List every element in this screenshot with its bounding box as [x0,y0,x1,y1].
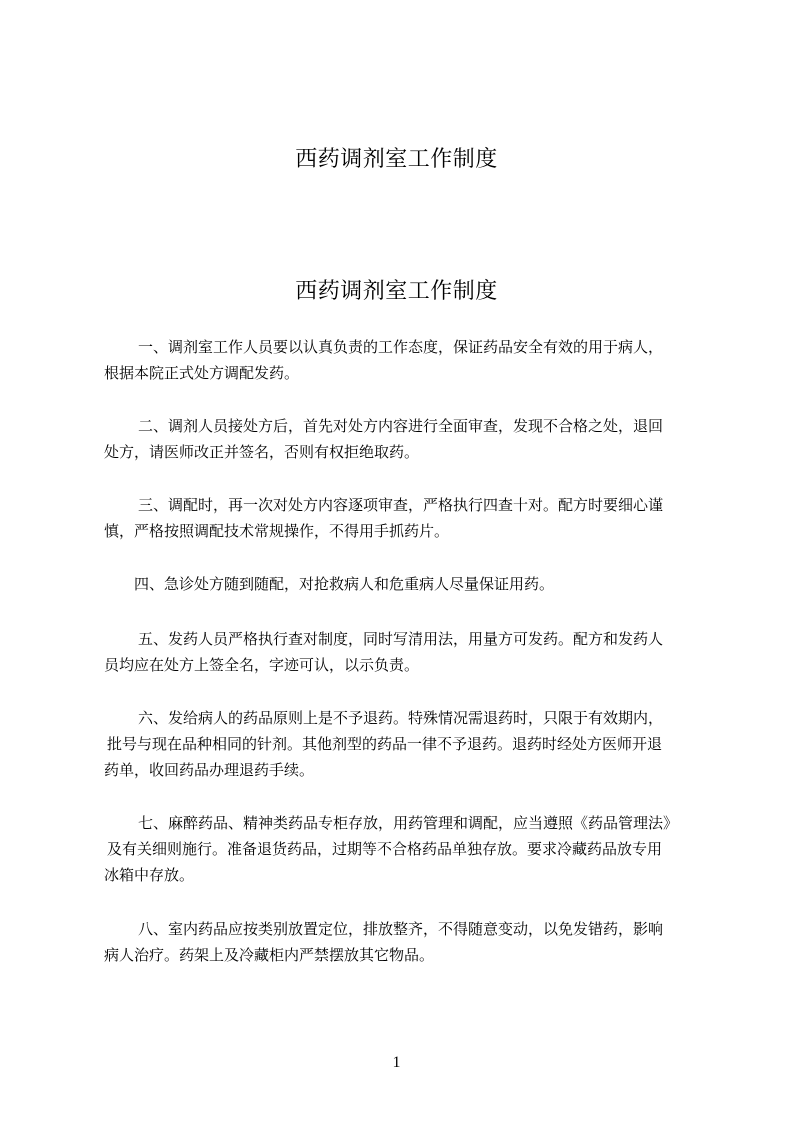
paragraph-7 [104,810,704,888]
paragraph-line: 员均应在处方上签全名，字迹可认，以示负责。 [104,656,420,674]
paragraph-6 [104,705,704,783]
paragraph-line: 一、调剂室工作人员要以认真负责的工作态度，保证药品安全有效的用于病人， [138,338,664,356]
paragraph-line: 冰箱中存放。 [104,866,195,884]
paragraph-4 [104,571,704,597]
paragraph-line: 八、室内药品应按类别放置定位，排放整齐，不得随意变动，以免发错药，影响 [138,920,664,938]
paragraph-line: 七、麻醉药品、精神类药品专柜存放，用药管理和调配，应当遵照《药品管理法》 [138,814,679,832]
paragraph-2 [104,413,704,465]
paragraph-line: 慎，严格按照调配技术常规操作，不得用手抓药片。 [104,522,450,540]
header-title: 西药调剂室工作制度 [295,147,498,172]
paragraph-line: 六、发给病人的药品原则上是不予退药。特殊情况需退药时，只限于有效期内， [138,709,664,727]
paragraph-3 [104,492,704,544]
paragraph-line: 处方，请医师改正并签名，否则有权拒绝取药。 [104,443,420,461]
paragraph-line: 病人治疗。药架上及冷藏柜内严禁摆放其它物品。 [104,946,435,964]
paragraph-line: 四、急诊处方随到随配，对抢救病人和危重病人尽量保证用药。 [134,575,555,593]
paragraph-line: 根据本院正式处方调配发药。 [104,364,300,382]
paragraph-5 [104,626,704,678]
paragraph-1 [104,334,704,386]
page-number: 1 [392,1054,401,1071]
paragraph-line: 及有关细则施行。准备退货药品，过期等不合格药品单独存放。要求冷藏药品放专用 [107,840,663,858]
paragraph-line: 药单，收回药品办理退药手续。 [104,761,315,779]
paragraph-line: 三、调配时，再一次对处方内容逐项审查，严格执行四查十对。配方时要细心谨 [138,496,664,514]
paragraph-line: 二、调剂人员接处方后，首先对处方内容进行全面审查，发现不合格之处，退回 [138,417,664,435]
document-title: 西药调剂室工作制度 [295,279,498,304]
paragraph-8 [104,916,704,968]
paragraph-line: 批号与现在品种相同的针剂。其他剂型的药品一律不予退药。退药时经处方医师开退 [107,735,663,753]
paragraph-line: 五、发药人员严格执行查对制度，同时写清用法，用量方可发药。配方和发药人 [138,630,664,648]
